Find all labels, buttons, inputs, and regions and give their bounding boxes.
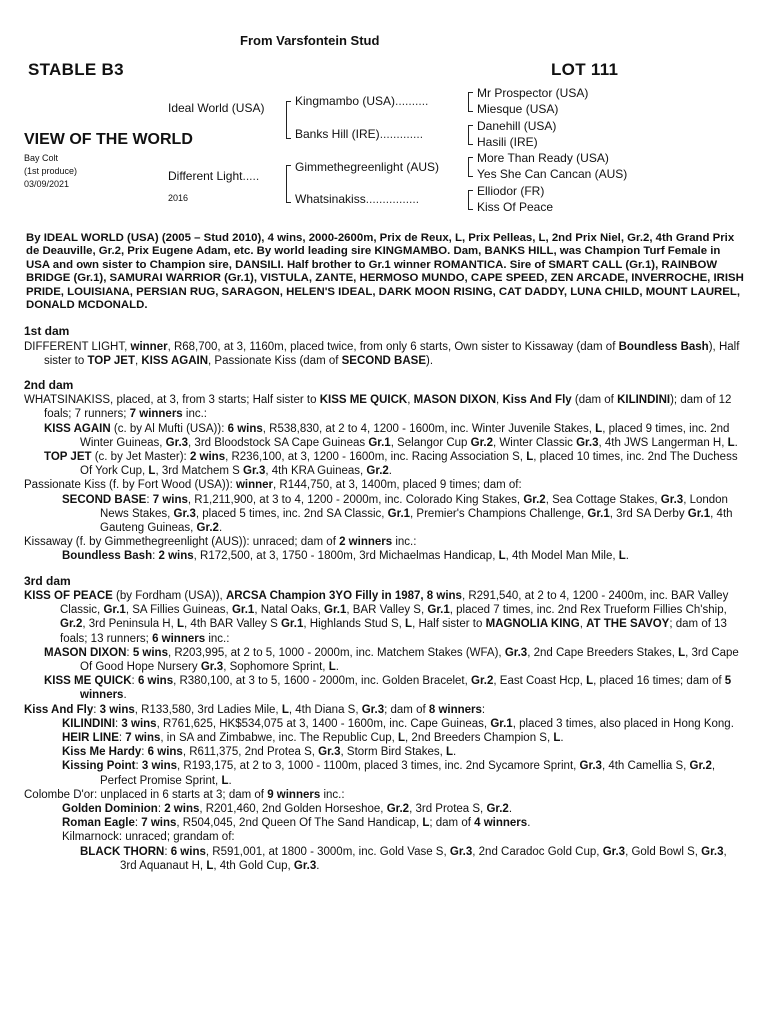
body-text: , placed 3 times, also placed in Hong Kong. (512, 717, 734, 730)
highlight-text: L (405, 618, 413, 631)
highlight-text: KILINDINI (62, 717, 116, 730)
catalogue-body (24, 232, 746, 873)
body-text: ); dam of 12 foals; 7 runners; (44, 394, 732, 421)
body-text: (by Fordham (USA)), (112, 589, 226, 602)
body-text: , Half sister to (412, 618, 486, 631)
highlight-text: Gr.3 (701, 845, 724, 858)
body-text: , placed 10 times, inc. 2nd The Duchess Of York Cup, (80, 451, 738, 478)
body-text: , (134, 354, 142, 367)
progeny-entry (24, 478, 746, 492)
dam-entry (24, 393, 746, 421)
horse-name: VIEW OF THE WORLD (24, 131, 193, 148)
body-text: , 4th Gold Cup, (213, 859, 294, 872)
dam-entry (24, 340, 746, 368)
body-text: , R761,625, HK$534,075 at 3, 1400 - 1600m, inc. Cape Guineas, (156, 717, 491, 730)
body-text: , R172,500, at 3, 1750 - 1800m, 3rd Michaelmas Handicap, (193, 550, 499, 563)
body-text: ; dam of (429, 817, 475, 830)
body-text: inc.: (205, 632, 230, 645)
highlight-text: Gr.3 (576, 436, 599, 449)
highlight-text: KILINDINI (617, 394, 671, 407)
pedigree-gen3-6: Yes She Can Cancan (AUS) (477, 167, 628, 181)
progeny-entry (24, 759, 746, 787)
pedigree-dam-year: 2016 (168, 193, 189, 203)
body-text: . (560, 731, 564, 744)
highlight-text: 7 wins (152, 493, 188, 506)
highlight-text: AT THE SAVOY (586, 618, 670, 631)
highlight-text: Gr.3 (243, 465, 266, 478)
highlight-text: Gr.3 (579, 760, 602, 773)
body-text: , placed 7 times, inc. 2nd Rex Trueform Fillies Ch'ship, (449, 604, 727, 617)
body-text: , 3rd Cape Of Good Hope Nursery (80, 646, 739, 673)
highlight-text: KISS AGAIN (141, 354, 209, 367)
highlight-text: Gr.3 (449, 845, 473, 858)
body-text: ; dam of (384, 703, 429, 716)
pedigree-sire: Ideal World (USA) (168, 101, 265, 115)
pedigree-dam-sire: Gimmethegreenlight (AUS) (295, 160, 440, 174)
body-text: : (157, 802, 165, 815)
pedigree-gen3-8: Kiss Of Peace (477, 200, 554, 214)
body-text: , (579, 618, 587, 631)
highlight-text: Kiss And Fly (24, 703, 94, 716)
highlight-text: Boundless Bash (618, 340, 709, 353)
progeny-entry (24, 493, 746, 536)
progeny-entry (24, 830, 746, 844)
highlight-text: SECOND BASE (341, 354, 426, 367)
progeny-entry (24, 549, 746, 563)
highlight-text: Gr.1 (368, 436, 391, 449)
highlight-text: L (498, 550, 506, 563)
highlight-text: L (177, 618, 185, 631)
highlight-text: Kissing Point (62, 760, 136, 773)
body-text: . (625, 550, 629, 563)
body-text: inc.: (392, 536, 417, 549)
pedigree-bracket (468, 92, 473, 112)
body-text: , R193,175, at 2 to 3, 1000 - 1100m, placed 3 times, inc. 2nd Sycamore Sprint, (177, 760, 580, 773)
body-text: , placed 9 times, inc. 2nd Winter Guineas, (80, 422, 730, 449)
sire-paragraph: By IDEAL WORLD (USA) (2005 – Stud 2010), 4 wins, 2000-2600m, Prix de Reux, L, Prix Pelleas, L, 2nd Prix Niel, Gr.2, 4th Grand Prix de Deauville, Gr.2, Prix Eugene Adam, etc. By world leading sire KINGMAMBO. Dam, BANKS HILL, was Champion Turf Female in USA and own sister to Champion sire, DANSILI. Half brother to Gr.1 winner ROMANTICA. Sire of SMART CALL (Gr.1), RAINBOW BRIDGE (Gr.1), SAMURAI WARRIOR (Gr.1), VISTULA, ZANTE, HERMOSO MUNDO, CAPE SPEED, ZEN ARCADE, INVERROCHE, IRISH PRIDE, LOUISIANA, PERSIAN RUG, SARAGON, HELEN'S IDEAL, DARK MOON RISING, CAT DADDY, LUNA CHILD, MOUNT LAUREL, DONALD MCDONALD. (26, 232, 744, 312)
body-text: , R611,375, 2nd Protea S, (182, 746, 319, 759)
highlight-text: Gr.2 (366, 465, 389, 478)
body-text: , 3rd Bloodstock SA Cape Guineas (188, 436, 369, 449)
highlight-text: Gr.2 (60, 618, 83, 631)
highlight-text: 2 wins (158, 550, 194, 563)
highlight-text: L (678, 646, 686, 659)
body-text: . (228, 774, 232, 787)
pedigree-dam: Different Light..... (168, 169, 260, 183)
progeny-entry (24, 845, 746, 873)
body-text: , R1,211,900, at 3 to 4, 1200 - 2000m, inc. Colorado King Stakes, (187, 493, 524, 506)
highlight-text: SECOND BASE (62, 493, 147, 506)
body-text: , Sophomore Sprint, (223, 660, 329, 673)
highlight-text: Gr.2 (471, 675, 494, 688)
body-text: DIFFERENT LIGHT, (24, 340, 131, 353)
highlight-text: L (221, 774, 229, 787)
body-text: , 2nd Cape Breeders Stakes, (527, 646, 679, 659)
body-text: , Winter Classic (493, 436, 577, 449)
highlight-text: Gr.3 (165, 436, 189, 449)
body-text: . (734, 436, 738, 449)
highlight-text: L (727, 436, 735, 449)
body-text: WHATSINAKISS, placed, at 3, from 3 starts; Half sister to (24, 394, 320, 407)
highlight-text: Gr.2 (470, 436, 494, 449)
highlight-text: L (328, 660, 336, 673)
body-text: , BAR Valley S, (346, 604, 428, 617)
third-dam-heading: 3rd dam (24, 573, 71, 588)
highlight-text: Gr.1 (103, 604, 126, 617)
body-text: , Perfect Promise Sprint, (100, 760, 716, 787)
highlight-text: ARCSA Champion 3YO Filly in 1987, 8 wins (225, 589, 462, 602)
body-text: inc.: (182, 408, 208, 421)
highlight-text: TOP JET (87, 354, 135, 367)
body-text: . (218, 522, 223, 535)
body-text: , 3rd Matchem S (155, 465, 243, 478)
pedigree-gen3-5: More Than Ready (USA) (477, 151, 609, 165)
stable-label: STABLE B3 (28, 60, 124, 79)
body-text: , placed 5 times, inc. 2nd SA Classic, (195, 507, 388, 520)
highlight-text: KISS ME QUICK (44, 675, 132, 688)
highlight-text: 6 winners (152, 632, 206, 645)
body-text: , 3rd Aquanaut H, (120, 845, 727, 872)
pedigree-gen3-4: Hasili (IRE) (477, 135, 538, 149)
progeny-entry (24, 731, 746, 745)
highlight-text: Gr.1 (427, 604, 450, 617)
highlight-text: L (526, 451, 534, 464)
body-text: (c. by Al Mufti (USA)): (110, 422, 228, 435)
body-text: , Sea Cottage Stakes, (545, 493, 661, 506)
body-text: ), Half sister to (44, 340, 740, 367)
highlight-text: L (206, 859, 214, 872)
pedigree-bracket (468, 125, 473, 145)
highlight-text: Gr.3 (173, 507, 196, 520)
highlight-text: Gr.1 (280, 618, 304, 631)
highlight-text: 5 wins (132, 646, 168, 659)
body-text: , Highlands Stud S, (303, 618, 406, 631)
highlight-text: L (148, 465, 156, 478)
highlight-text: BLACK THORN (80, 845, 165, 858)
pedigree-gen3-3: Danehill (USA) (477, 119, 557, 133)
body-text: , R291,540, at 2 to 4, 1200 - 2400m, inc. BAR Valley Classic, (60, 589, 729, 617)
highlight-text: 2 winners (339, 536, 393, 549)
highlight-text: Kiss And Fly (502, 394, 572, 407)
highlight-text: Golden Dominion (62, 802, 158, 815)
pedigree-gen3-1: Mr Prospector (USA) (477, 86, 589, 100)
highlight-text: Gr.3 (200, 660, 224, 673)
highlight-text: Gr.1 (490, 717, 513, 730)
body-text: : (164, 845, 171, 858)
body-text: . (335, 660, 339, 673)
highlight-text: L (281, 703, 289, 716)
body-text: : (152, 550, 159, 563)
body-text: , 4th Gauteng Guineas, (100, 507, 733, 535)
body-text: : (126, 646, 133, 659)
highlight-text: HEIR LINE (62, 731, 119, 744)
body-text: : (146, 493, 153, 506)
body-text: (dam of (571, 394, 618, 407)
body-text: ). (426, 354, 434, 367)
highlight-text: 2 wins (164, 802, 200, 815)
vendor-line: From Varsfontein Stud (240, 33, 380, 48)
highlight-text: 3 wins (99, 703, 135, 716)
progeny-entry (24, 422, 746, 450)
highlight-text: L (422, 817, 430, 830)
body-text: , R144,750, at 3, 1400m, placed 9 times; dam of: (273, 479, 522, 492)
highlight-text: MASON DIXON (413, 394, 497, 407)
body-text: , placed 16 times; dam of (593, 675, 725, 688)
highlight-text: 7 wins (141, 817, 177, 830)
body-text: , R380,100, at 3 to 5, 1600 - 2000m, inc. Golden Bracelet, (173, 675, 471, 688)
highlight-text: 6 wins (147, 746, 183, 759)
progeny-entry (24, 788, 746, 802)
body-text: , 4th JWS Langerman H, (598, 436, 728, 449)
body-text: ; dam of 13 foals; 13 runners; (60, 618, 727, 645)
highlight-text: Kiss Me Hardy (62, 746, 142, 759)
progeny-entry (24, 674, 746, 702)
horse-produce: (1st produce) (24, 166, 78, 176)
highlight-text: 9 winners (267, 788, 321, 801)
highlight-text: 6 wins (227, 422, 263, 435)
body-text: inc.: (320, 788, 345, 801)
highlight-text: Gr.3 (361, 703, 385, 716)
body-text: , Passionate Kiss (dam of (208, 354, 342, 367)
body-text: , in SA and Zimbabwe, inc. The Republic Cup, (160, 731, 399, 744)
body-text: , 2nd Breeders Champion S, (405, 731, 554, 744)
body-text: , R538,830, at 2 to 4, 1200 - 1600m, inc. Winter Juvenile Stakes, (262, 422, 596, 435)
highlight-text: MAGNOLIA KING (485, 618, 580, 631)
body-text: , 4th KRA Guineas, (265, 465, 367, 478)
pedigree-bracket (286, 165, 291, 203)
highlight-text: 6 wins (137, 675, 174, 688)
pedigree-gen3-2: Miesque (USA) (477, 102, 559, 116)
body-text: , Natal Oaks, (254, 604, 325, 617)
progeny-entry (24, 703, 746, 717)
highlight-text: Gr.1 (687, 507, 711, 520)
progeny-entry (24, 717, 746, 731)
dam-entry (24, 589, 746, 646)
pedigree-sire-sire: Kingmambo (USA).......... (295, 94, 429, 108)
horse-colour-sex: Bay Colt (24, 153, 59, 163)
progeny-entry (24, 535, 746, 549)
highlight-text: KISS ME QUICK (319, 394, 408, 407)
body-text: Passionate Kiss (f. by Fort Wood (USA)): (24, 479, 236, 492)
pedigree-dam-dam: Whatsinakiss................ (295, 192, 420, 206)
body-text: , (496, 394, 503, 407)
highlight-text: Gr.1 (324, 604, 347, 617)
pedigree-bracket (468, 157, 473, 177)
body-text: : (115, 717, 122, 730)
highlight-text: 6 wins (170, 845, 206, 858)
highlight-text: L (445, 746, 454, 759)
highlight-text: KISS AGAIN (44, 422, 111, 435)
body-text: : (118, 731, 126, 744)
progeny-entry (24, 816, 746, 830)
highlight-text: winner (130, 340, 168, 353)
highlight-text: L (618, 550, 626, 563)
highlight-text: Gr.2 (523, 493, 546, 506)
highlight-text: Gr.1 (587, 507, 610, 520)
body-text: , Premier's Champions Challenge, (410, 507, 588, 520)
body-text: . (123, 689, 127, 702)
body-text: : (135, 760, 142, 773)
highlight-text: Gr.1 (231, 604, 255, 617)
second-dam-heading: 2nd dam (24, 378, 74, 393)
body-text: , 3rd Protea S, (409, 802, 487, 815)
body-text: , Storm Bird Stakes, (340, 746, 446, 759)
body-text: , 3rd SA Derby (609, 507, 688, 520)
pedigree-bracket (286, 101, 291, 139)
body-text: . (527, 817, 531, 830)
body-text: , 4th Model Man Mile, (505, 550, 619, 563)
highlight-text: Gr.1 (387, 507, 411, 520)
body-text: : (141, 746, 148, 759)
body-text: , R236,100, at 3, 1200 - 1600m, inc. Racing Association S, (225, 451, 527, 464)
pedigree-sire-dam: Banks Hill (IRE)............. (295, 127, 424, 141)
highlight-text: 4 winners (474, 817, 528, 830)
highlight-text: Roman Eagle (62, 817, 135, 830)
highlight-text: 3 wins (121, 717, 157, 730)
highlight-text: TOP JET (44, 451, 92, 464)
body-text: , 4th Camellia S, (601, 760, 690, 773)
body-text: , 4th BAR Valley S (184, 618, 281, 631)
body-text: : (134, 817, 142, 830)
body-text: , (407, 394, 414, 407)
highlight-text: 2 wins (189, 451, 226, 464)
body-text: Colombe D'or: unplaced in 6 starts at 3; dam of (24, 788, 268, 801)
body-text: : (131, 675, 138, 688)
body-text: . (453, 746, 457, 759)
body-text: : (481, 703, 486, 716)
highlight-text: Gr.3 (293, 859, 317, 872)
pedigree-gen3-7: Elliodor (FR) (477, 184, 545, 198)
highlight-text: 5 winners (80, 675, 732, 702)
body-text: . (388, 465, 392, 478)
body-text: Kissaway (f. by Gimmethegreenlight (AUS)): unraced; dam of (24, 536, 340, 549)
body-text: Kilmarnock: unraced; grandam of: (62, 831, 235, 844)
body-text: , R133,580, 3rd Ladies Mile, (134, 703, 282, 716)
highlight-text: Gr.3 (660, 493, 684, 506)
highlight-text: L (398, 731, 406, 744)
body-text: , 3rd Peninsula H, (82, 618, 177, 631)
highlight-text: L (553, 731, 561, 744)
highlight-text: Gr.2 (689, 760, 712, 773)
body-text: , East Coast Hcp, (493, 675, 587, 688)
highlight-text: 7 winners (129, 408, 183, 421)
body-text: , 2nd Caradoc Gold Cup, (472, 845, 603, 858)
body-text: , Selangor Cup (390, 436, 471, 449)
highlight-text: Gr.2 (196, 522, 219, 535)
body-text: , Gold Bowl S, (625, 845, 702, 858)
highlight-text: L (586, 675, 594, 688)
highlight-text: Gr.3 (602, 845, 626, 858)
highlight-text: Gr.3 (318, 746, 341, 759)
body-text: . (316, 859, 320, 872)
highlight-text: 7 wins (125, 731, 161, 744)
highlight-text: 3 wins (141, 760, 178, 773)
body-text: , R504,045, 2nd Queen Of The Sand Handicap, (176, 817, 423, 830)
progeny-entry (24, 745, 746, 759)
first-dam-heading: 1st dam (24, 324, 70, 339)
body-text: , R201,460, 2nd Golden Horseshoe, (199, 802, 387, 815)
highlight-text: Gr.2 (386, 802, 410, 815)
highlight-text: winner (235, 479, 274, 492)
pedigree-bracket (468, 190, 473, 210)
horse-foaling-date: 03/09/2021 (24, 179, 70, 189)
body-text: (c. by Jet Master): (91, 451, 190, 464)
body-text: , R203,995, at 2 to 5, 1000 - 2000m, inc. Matchem Stakes (WFA), (167, 646, 505, 659)
body-text: : (93, 703, 100, 716)
body-text: , SA Fillies Guineas, (125, 604, 232, 617)
body-text: , R68,700, at 3, 1160m, placed twice, from only 6 starts, Own sister to Kissaway (dam of (167, 340, 619, 353)
progeny-entry (24, 646, 746, 674)
highlight-text: L (595, 422, 603, 435)
body-text: . (508, 802, 513, 815)
progeny-entry (24, 802, 746, 816)
body-text: , R591,001, at 1800 - 3000m, inc. Gold Vase S, (205, 845, 450, 858)
highlight-text: 8 winners (428, 703, 482, 716)
highlight-text: Gr.3 (504, 646, 528, 659)
progeny-entry (24, 450, 746, 478)
highlight-text: MASON DIXON (44, 646, 127, 659)
body-text: , London News Stakes, (100, 493, 728, 520)
body-text: , 4th Diana S, (288, 703, 362, 716)
lot-number: LOT 111 (551, 60, 619, 79)
highlight-text: Gr.2 (486, 802, 509, 815)
highlight-text: Boundless Bash (62, 550, 153, 563)
highlight-text: KISS OF PEACE (24, 589, 113, 602)
